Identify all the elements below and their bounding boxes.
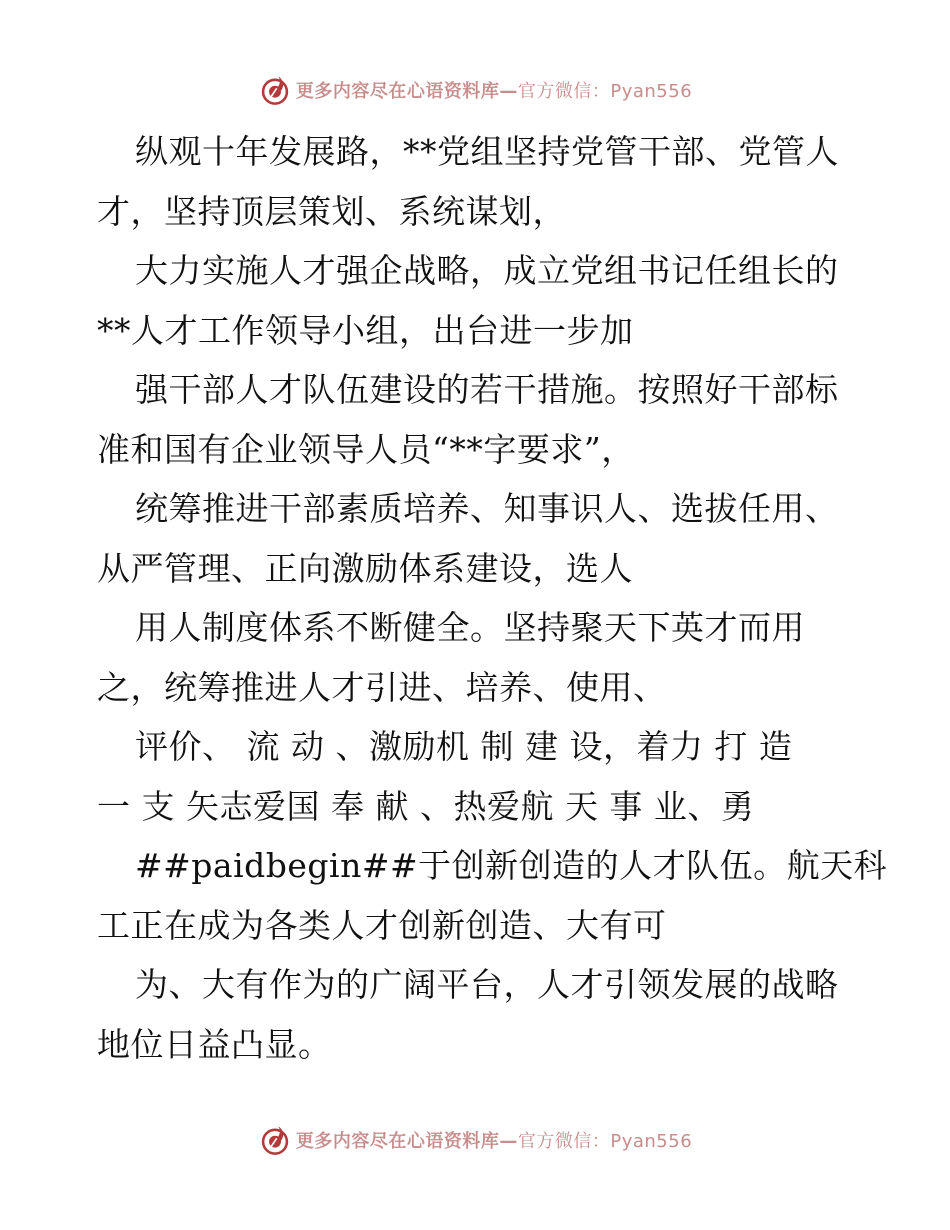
banner-main-text: 更多内容尽在心语资料库 xyxy=(295,1131,500,1152)
text-line: 从严管理、正向激励体系建设，选人 xyxy=(97,548,633,588)
text-line: 纵观十年发展路，**党组坚持党管干部、党管人 xyxy=(135,132,839,171)
banner-main-text: 更多内容尽在心语资料库 xyxy=(295,81,500,102)
banner-separator: — xyxy=(499,81,518,102)
banner-wechat-text: 官方微信：Pyan556 xyxy=(517,1131,693,1152)
text-line: 地位日益凸显。 xyxy=(97,1024,332,1064)
banner-separator: — xyxy=(499,1131,518,1152)
banner-wechat-text: 官方微信：Pyan556 xyxy=(517,81,693,102)
document-body xyxy=(97,122,888,1074)
text-line: 为、大有作为的广阔平台，人才引领发展的战略 xyxy=(135,965,839,1004)
text-line: 一 支 矢志爱国 奉 献 、热爱航 天 事 业、勇 xyxy=(97,786,755,826)
text-line: 工正在成为各类人才创新创造、大有可 xyxy=(97,905,667,945)
text-line: 强干部人才队伍建设的若干措施。按照好干部标 xyxy=(135,370,839,409)
header-banner xyxy=(0,70,950,110)
text-line: 评价、 流 动 、激励机 制 建 设，着力 打 造 xyxy=(135,727,793,766)
text-line: 用人制度体系不断健全。坚持聚天下英才而用 xyxy=(135,608,805,647)
quill-logo-icon xyxy=(258,73,292,107)
footer-banner xyxy=(0,1120,950,1160)
text-line: 统筹推进干部素质培养、知事识人、选拔任用、 xyxy=(135,489,839,528)
text-line: ##paidbegin##于创新创造的人才队伍。航天科 xyxy=(135,846,888,885)
text-line: 大力实施人才强企战略，成立党组书记任组长的 xyxy=(135,251,839,290)
quill-logo-icon xyxy=(258,1123,292,1157)
text-line: 才，坚持顶层策划、系统谋划， xyxy=(97,191,566,231)
text-line: 之，统筹推进人才引进、培养、使用、 xyxy=(97,667,667,707)
text-line: **人才工作领导小组，出台进一步加 xyxy=(97,310,634,350)
text-line: 准和国有企业领导人员“**字要求”， xyxy=(97,429,635,469)
